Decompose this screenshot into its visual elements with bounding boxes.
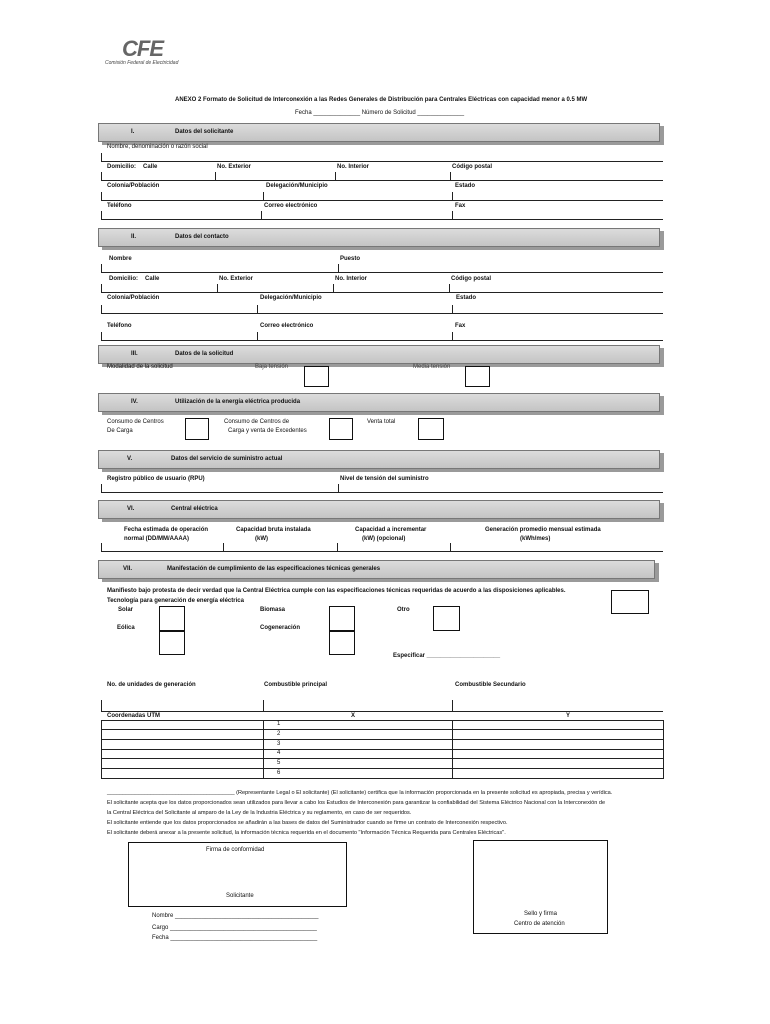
sello-firma-box[interactable] (473, 840, 608, 934)
label-contacto-delegacion: Delegación/Municipio (260, 295, 322, 301)
label-consumo-centros-1b: De Carga (107, 428, 133, 434)
checkbox-consumo-centros[interactable] (185, 418, 209, 440)
label-correo: Correo electrónico (264, 203, 318, 209)
label-contacto-estado: Estado (456, 295, 477, 301)
utm-row-number: 1 (277, 721, 281, 727)
legal-line-1: _________________________________________ (Representante Legal o El solicitante) (El solicitante) certifica que la información proporcionada en la presente solicitud es apropiada, precisa y verídica. (107, 790, 613, 796)
label-modalidad: Modalidad de la solicitud (107, 364, 173, 370)
label-capacidad-incrementar-a: Capacidad a incrementar (355, 527, 427, 533)
label-utm-x: X (351, 713, 356, 719)
label-consumo-venta-b: Carga y venta de Excedentes (228, 428, 307, 434)
label-capacidad-incrementar-b: (kW) (opcional) (362, 536, 406, 542)
label-solar: Solar (118, 607, 134, 613)
label-codigo-postal: Código postal (452, 164, 492, 170)
document-title: ANEXO 2 Formato de Solicitud de Interconexión a las Redes Generales de Distribución para Centrales Eléctricas con capacidad menor a 0.5 MW (175, 97, 588, 103)
label-contacto-domicilio: Domicilio: (109, 276, 139, 282)
checkbox-baja-tension[interactable] (304, 366, 329, 387)
checkbox-solar[interactable] (159, 606, 185, 631)
label-venta-total: Venta total (367, 419, 396, 425)
legal-line-4: El solicitante entiende que los datos proporcionados se añadirán a las bases de datos del Suministrador cuando se firme un contrato de Interconexión respectivo. (107, 820, 508, 826)
label-rpu: Registro público de usuario (RPU) (107, 476, 205, 482)
label-consumo-centros-1a: Consumo de Centros (107, 419, 164, 425)
label-sello-firma: Sello y firma (524, 911, 558, 917)
label-utm-y: Y (566, 713, 571, 719)
label-nombre-razon: Nombre, denominación o razón social (107, 144, 208, 150)
field-firma-nombre[interactable]: Nombre ___________________________________________ (152, 913, 319, 919)
checkbox-cogeneracion[interactable] (329, 631, 355, 655)
checkbox-otro[interactable] (433, 606, 460, 631)
label-coordenadas-utm: Coordenadas UTM (107, 713, 161, 719)
section-header-5: V. Datos del servicio de suministro actual (98, 450, 660, 469)
utm-row-number: 3 (277, 740, 281, 747)
label-centro-atencion: Centro de atención (514, 921, 565, 927)
label-no-exterior: No. Exterior (217, 164, 252, 170)
fecha-numero-line: Fecha ______________ Número de Solicitud ______________ (295, 110, 465, 116)
utm-row-number: 5 (277, 760, 281, 767)
label-domicilio: Domicilio: (107, 164, 137, 170)
legal-line-3: la Central Eléctrica del Solicitante al amparo de la Ley de la Industria Eléctrica y su reglamento, en caso de ser requeridos. (107, 810, 412, 816)
label-eolica: Eólica (117, 625, 135, 631)
label-generacion-promedio-b: (kWh/mes) (520, 536, 551, 542)
label-estado: Estado (455, 183, 476, 189)
label-contacto-no-exterior: No. Exterior (219, 276, 254, 282)
table-row[interactable] (101, 749, 663, 759)
label-combustible-secundario: Combustible Secundario (455, 682, 526, 688)
label-puesto: Puesto (340, 256, 361, 262)
section-header-7: VII. Manifestación de cumplimiento de las especificaciones técnicas generales (98, 560, 655, 579)
label-no-interior: No. Interior (337, 164, 370, 170)
label-firma-conformidad: Firma de conformidad (206, 847, 265, 853)
section-header-3: III. Datos de la solicitud (98, 345, 660, 364)
table-row[interactable] (101, 769, 663, 779)
label-contacto-telefono: Teléfono (107, 323, 132, 329)
label-contacto-nombre: Nombre (109, 256, 132, 262)
label-contacto-no-interior: No. Interior (335, 276, 368, 282)
utm-row-number: 4 (277, 750, 281, 757)
label-fecha-operacion-a: Fecha estimada de operación (124, 527, 209, 533)
table-row[interactable] (101, 740, 663, 750)
section-header-4: IV. Utilización de la energía eléctrica producida (98, 393, 660, 412)
legal-line-2: El solicitante acepta que los datos proporcionados sean utilizados para llevar a cabo los Estudios de Interconexión para garantizar la confiabilidad del Sistema Eléctrico Nacional con la Interconexión de (107, 800, 606, 806)
label-nivel-tension: Nivel de tensión del suministro (340, 476, 429, 482)
label-fax: Fax (455, 203, 466, 209)
label-fecha-operacion-b: normal (DD/MM/AAAA) (124, 536, 189, 542)
field-firma-fecha[interactable]: Fecha ____________________________________________ (152, 935, 318, 941)
legal-line-5: El solicitante deberá anexar a la presente solicitud, la información técnica requerida en el documento "Información Técnica Requerida para Centrales Eléctricas". (107, 830, 506, 836)
label-consumo-venta-a: Consumo de Centros de (224, 419, 290, 425)
label-contacto-colonia: Colonia/Población (107, 295, 160, 301)
section-header-1: I. Datos del solicitante (98, 123, 660, 142)
table-row[interactable] (101, 759, 663, 769)
utm-row-number: 2 (277, 730, 281, 737)
label-delegacion: Delegación/Municipio (266, 183, 328, 189)
label-calle: Calle (143, 164, 158, 170)
section-header-2: II. Datos del contacto (98, 228, 660, 247)
checkbox-manifiesto[interactable] (611, 590, 649, 614)
label-cogeneracion: Cogeneración (260, 625, 301, 631)
label-capacidad-bruta-a: Capacidad bruta instalada (236, 527, 311, 533)
label-contacto-fax: Fax (455, 323, 466, 329)
label-combustible-principal: Combustible principal (264, 682, 328, 688)
checkbox-eolica[interactable] (159, 631, 185, 655)
table-row[interactable] (101, 720, 663, 730)
label-colonia: Colonia/Población (107, 183, 160, 189)
label-media-tension: Media tensión (413, 364, 451, 370)
label-biomasa: Biomasa (260, 607, 286, 613)
label-telefono: Teléfono (107, 203, 132, 209)
label-tecnologia: Tecnología para generación de energía eléctrica (107, 598, 244, 604)
checkbox-consumo-venta-excedentes[interactable] (329, 418, 353, 440)
utm-row-number: 6 (277, 770, 281, 776)
label-contacto-correo: Correo electrónico (260, 323, 314, 329)
especificar-field[interactable]: Especificar ______________________ (393, 653, 501, 659)
label-baja-tension: Baja tensión (255, 364, 289, 370)
label-otro: Otro (397, 607, 410, 613)
checkbox-biomasa[interactable] (329, 606, 355, 631)
section-header-6: VI. Central eléctrica (98, 500, 660, 519)
field-firma-cargo[interactable]: Cargo ____________________________________________ (152, 925, 317, 931)
checkbox-venta-total[interactable] (418, 418, 444, 440)
label-capacidad-bruta-b: (kW) (255, 536, 268, 542)
label-unidades-generacion: No. de unidades de generación (107, 682, 196, 688)
checkbox-media-tension[interactable] (465, 366, 490, 387)
label-solicitante: Solicitante (226, 893, 254, 899)
manifiesto-text: Manifiesto bajo protesta de decir verdad que la Central Eléctrica cumple con las especificaciones técnicas requeridas de acuerdo a las disposiciones aplicables. (107, 588, 566, 594)
cfe-logo-subtitle: Comisión Federal de Electricidad (105, 60, 179, 66)
table-row[interactable] (101, 730, 663, 740)
label-contacto-calle: Calle (145, 276, 160, 282)
label-contacto-codigo-postal: Código postal (451, 276, 491, 282)
cfe-logo: CFE (122, 36, 163, 61)
label-generacion-promedio-a: Generación promedio mensual estimada (485, 527, 601, 533)
